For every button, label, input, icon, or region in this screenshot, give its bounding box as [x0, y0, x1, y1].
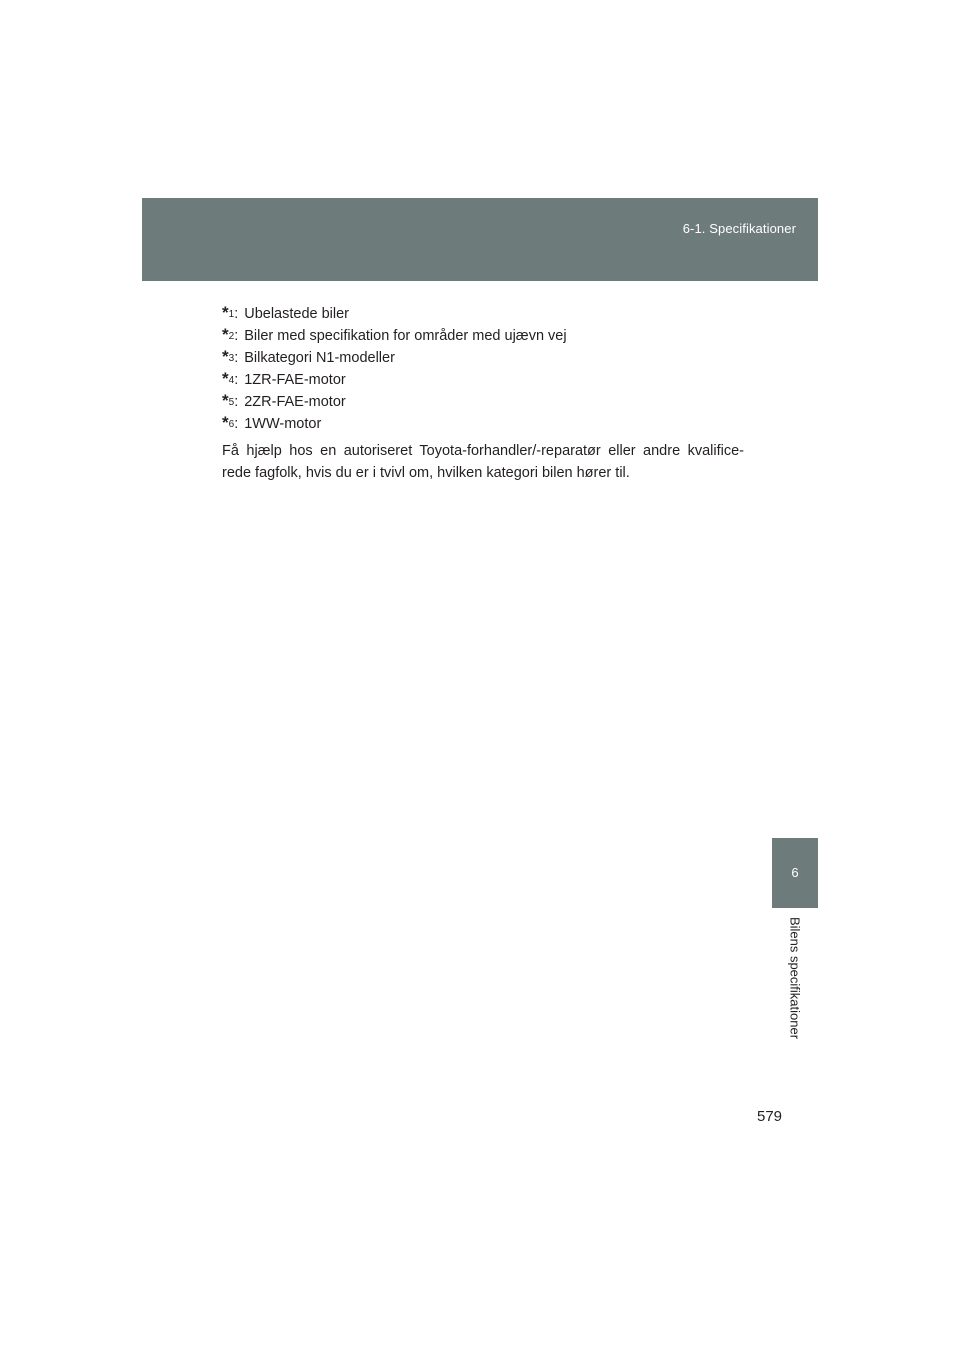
footnote-mark: *	[222, 369, 229, 388]
footnote-number: 6	[228, 419, 235, 430]
footnote-text: 1WW-motor	[244, 416, 322, 432]
footnote-text: 1ZR-FAE-motor	[244, 372, 346, 388]
footnote-mark: *	[222, 303, 229, 322]
chapter-number: 6	[791, 865, 799, 880]
content	[222, 303, 744, 499]
footnote-mark: *	[222, 347, 229, 366]
footnote-number: 5	[228, 397, 235, 408]
footnote-number: 3	[228, 353, 235, 364]
footnote-number: 1	[228, 309, 235, 320]
footnote-text: Biler med specifikation for områder med ujævn vej	[244, 328, 567, 344]
header-band	[142, 198, 818, 281]
footnote-mark: *	[222, 325, 229, 344]
footnote-number: 4	[228, 375, 235, 386]
footnote-item	[222, 369, 744, 391]
section-title: 6-1. Specifikationer	[682, 221, 796, 236]
footnote-item	[222, 303, 744, 325]
footnote-colon: :	[234, 416, 239, 432]
footnote-item	[222, 413, 744, 435]
chapter-label: Bilens specifikationer	[787, 916, 803, 1040]
chapter-tab	[772, 838, 818, 908]
footnote-number: 2	[228, 331, 235, 342]
footnote-item	[222, 347, 744, 369]
footnote-text: 2ZR-FAE-motor	[244, 394, 346, 410]
footnote-text: Ubelastede biler	[244, 306, 350, 322]
footnote-mark: *	[222, 413, 229, 432]
footnote-colon: :	[234, 372, 239, 388]
help-note: Få hjælp hos en autoriseret Toyota-forhandler/-reparatør eller andre kvalifice-rede fagfolk, hvis du er i tvivl om, hvilken kategori bilen hører til.	[222, 443, 744, 481]
footnote-item	[222, 325, 744, 347]
footnote-text: Bilkategori N1-modeller	[244, 350, 395, 366]
footnote-colon: :	[234, 306, 239, 322]
footnote-colon: :	[234, 350, 239, 366]
page-number: 579	[757, 1108, 783, 1125]
footnote-colon: :	[234, 328, 239, 344]
footnote-item	[222, 391, 744, 413]
footnote-colon: :	[234, 394, 239, 410]
footnote-mark: *	[222, 391, 229, 410]
